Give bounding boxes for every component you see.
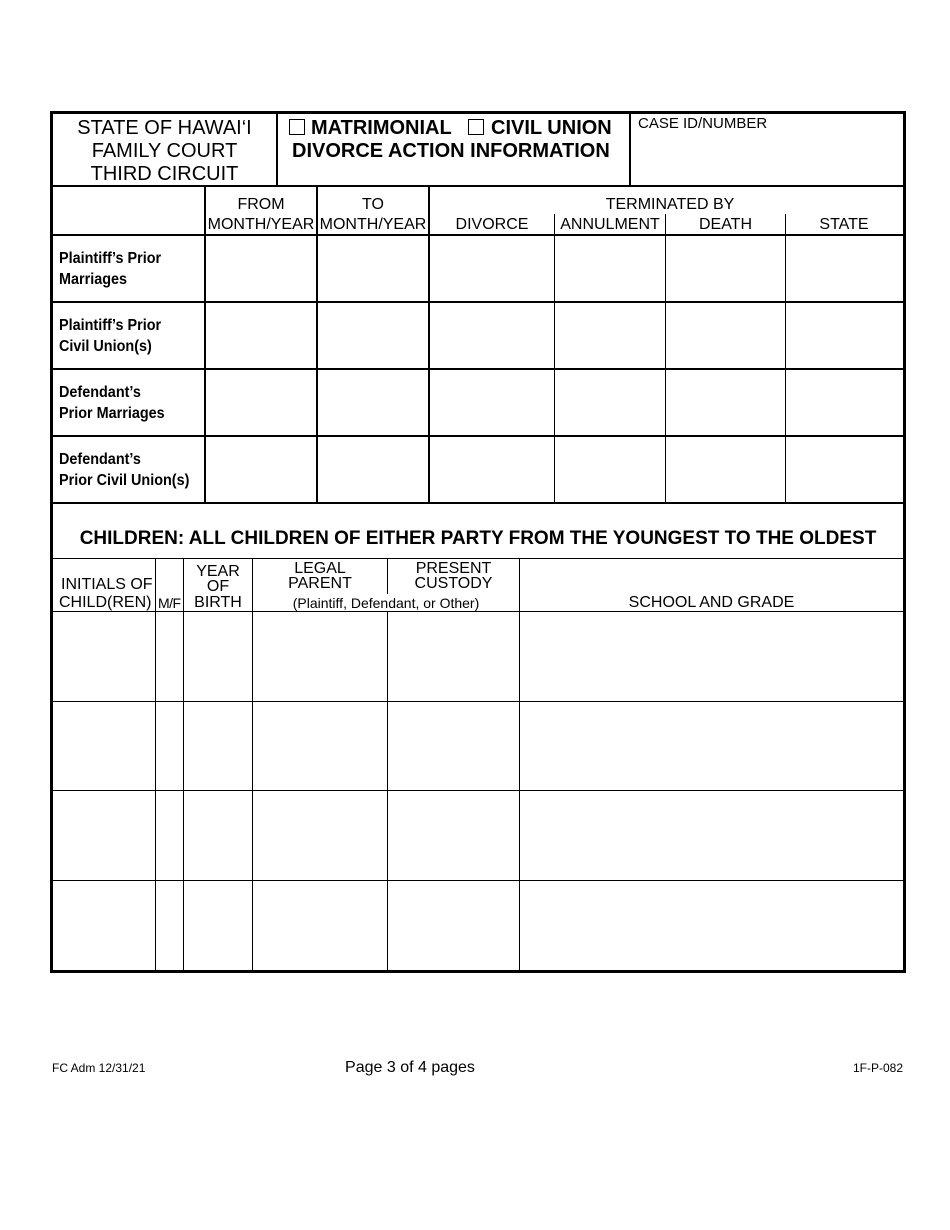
initials-header-top: INITIALS OF bbox=[61, 576, 153, 593]
custody-header-2: CUSTODY bbox=[414, 575, 493, 592]
civil-union-checkbox[interactable] bbox=[468, 119, 484, 135]
child-custody-cell[interactable] bbox=[388, 791, 519, 880]
state-cell[interactable] bbox=[786, 370, 903, 435]
from-date-cell[interactable] bbox=[206, 437, 316, 502]
party-options-note: (Plaintiff, Defendant, or Other) bbox=[292, 595, 480, 611]
state-cell[interactable] bbox=[786, 303, 903, 368]
annulment-cell[interactable] bbox=[555, 370, 665, 435]
to-date-cell[interactable] bbox=[318, 370, 428, 435]
footer-form-number: 1F-P-082 bbox=[852, 1061, 903, 1075]
child-school-grade-cell[interactable] bbox=[520, 791, 903, 880]
matrimonial-checkbox[interactable] bbox=[289, 119, 305, 135]
row-label-line: Defendant’s bbox=[59, 384, 141, 401]
child-birth-year-cell[interactable] bbox=[184, 791, 252, 880]
initials-header-bottom: CHILD(REN) bbox=[59, 594, 152, 611]
death-cell[interactable] bbox=[666, 303, 785, 368]
civil-union-label: CIVIL UNION bbox=[491, 117, 612, 139]
case-id-label: CASE ID/NUMBER bbox=[638, 115, 768, 132]
death-cell[interactable] bbox=[666, 236, 785, 301]
divorce-header: DIVORCE bbox=[455, 216, 529, 233]
sex-header: M/F bbox=[158, 595, 181, 611]
annulment-cell[interactable] bbox=[555, 236, 665, 301]
child-birth-year-cell[interactable] bbox=[184, 612, 252, 701]
from-date-cell[interactable] bbox=[206, 303, 316, 368]
to-date-cell[interactable] bbox=[318, 236, 428, 301]
court-line-2: FAMILY COURT bbox=[91, 140, 238, 162]
child-initials-cell[interactable] bbox=[53, 612, 155, 701]
child-sex-cell[interactable] bbox=[156, 881, 183, 970]
death-cell[interactable] bbox=[666, 370, 785, 435]
header-bottom-line bbox=[50, 185, 906, 187]
child-initials-cell[interactable] bbox=[53, 881, 155, 970]
child-legal-parent-cell[interactable] bbox=[253, 881, 387, 970]
child-legal-parent-cell[interactable] bbox=[253, 612, 387, 701]
from-header-top: FROM bbox=[237, 196, 285, 213]
child-legal-parent-cell[interactable] bbox=[253, 791, 387, 880]
prior-table-bottom-line bbox=[50, 502, 906, 504]
row-label-line: Prior Marriages bbox=[59, 405, 165, 422]
legal-parent-header-1: LEGAL bbox=[294, 560, 346, 577]
divorce-cell[interactable] bbox=[430, 303, 554, 368]
annulment-header: ANNULMENT bbox=[560, 216, 660, 233]
death-cell[interactable] bbox=[666, 437, 785, 502]
header-divider-2 bbox=[629, 111, 631, 187]
matrimonial-label: MATRIMONIAL bbox=[311, 117, 452, 139]
to-header-top: TO bbox=[362, 196, 384, 213]
child-birth-year-cell[interactable] bbox=[184, 702, 252, 790]
row-label-line: Prior Civil Union(s) bbox=[59, 472, 190, 489]
child-legal-parent-cell[interactable] bbox=[253, 702, 387, 790]
court-line-3: THIRD CIRCUIT bbox=[90, 163, 239, 185]
annulment-cell[interactable] bbox=[555, 437, 665, 502]
child-custody-cell[interactable] bbox=[388, 881, 519, 970]
school-grade-header: SCHOOL AND GRADE bbox=[628, 594, 795, 611]
terminated-by-header: TERMINATED BY bbox=[605, 196, 735, 213]
children-heading-bottom-line bbox=[50, 558, 906, 559]
legal-parent-header-2: PARENT bbox=[288, 575, 352, 592]
year-header-1: YEAR bbox=[196, 563, 240, 580]
state-cell[interactable] bbox=[786, 236, 903, 301]
from-date-cell[interactable] bbox=[206, 370, 316, 435]
state-cell[interactable] bbox=[786, 437, 903, 502]
to-date-cell[interactable] bbox=[318, 437, 428, 502]
child-sex-cell[interactable] bbox=[156, 702, 183, 790]
from-header-bottom: MONTH/YEAR bbox=[207, 216, 315, 233]
row-label-line: Plaintiff’s Prior bbox=[59, 317, 162, 334]
child-custody-cell[interactable] bbox=[388, 702, 519, 790]
footer-page-number: Page 3 of 4 pages bbox=[345, 1059, 475, 1076]
divorce-cell[interactable] bbox=[430, 370, 554, 435]
row-label-line: Marriages bbox=[59, 271, 128, 288]
custody-header-1: PRESENT bbox=[415, 560, 492, 577]
child-sex-cell[interactable] bbox=[156, 791, 183, 880]
child-custody-cell[interactable] bbox=[388, 612, 519, 701]
child-school-grade-cell[interactable] bbox=[520, 881, 903, 970]
child-initials-cell[interactable] bbox=[53, 791, 155, 880]
row-label-line: Civil Union(s) bbox=[59, 338, 152, 355]
case-id-field[interactable] bbox=[633, 135, 901, 183]
to-header-bottom: MONTH/YEAR bbox=[319, 216, 427, 233]
divorce-cell[interactable] bbox=[430, 236, 554, 301]
year-header-3: BIRTH bbox=[194, 594, 242, 611]
child-birth-year-cell[interactable] bbox=[184, 881, 252, 970]
death-header: DEATH bbox=[698, 216, 753, 233]
annulment-cell[interactable] bbox=[555, 303, 665, 368]
child-school-grade-cell[interactable] bbox=[520, 702, 903, 790]
to-date-cell[interactable] bbox=[318, 303, 428, 368]
child-school-grade-cell[interactable] bbox=[520, 612, 903, 701]
form-subtitle: DIVORCE ACTION INFORMATION bbox=[292, 140, 610, 162]
court-line-1: STATE OF HAWAI‘I bbox=[77, 117, 252, 139]
footer-form-revision: FC Adm 12/31/21 bbox=[52, 1061, 146, 1075]
child-sex-cell[interactable] bbox=[156, 612, 183, 701]
divorce-cell[interactable] bbox=[430, 437, 554, 502]
from-date-cell[interactable] bbox=[206, 236, 316, 301]
state-header: STATE bbox=[819, 216, 869, 233]
child-initials-cell[interactable] bbox=[53, 702, 155, 790]
header-divider-1 bbox=[276, 111, 278, 187]
row-label-line: Defendant’s bbox=[59, 451, 141, 468]
year-header-2: OF bbox=[206, 578, 230, 595]
children-heading: CHILDREN: ALL CHILDREN OF EITHER PARTY FROM THE YOUNGEST TO THE OLDEST bbox=[79, 528, 877, 549]
row-label-line: Plaintiff’s Prior bbox=[59, 250, 162, 267]
